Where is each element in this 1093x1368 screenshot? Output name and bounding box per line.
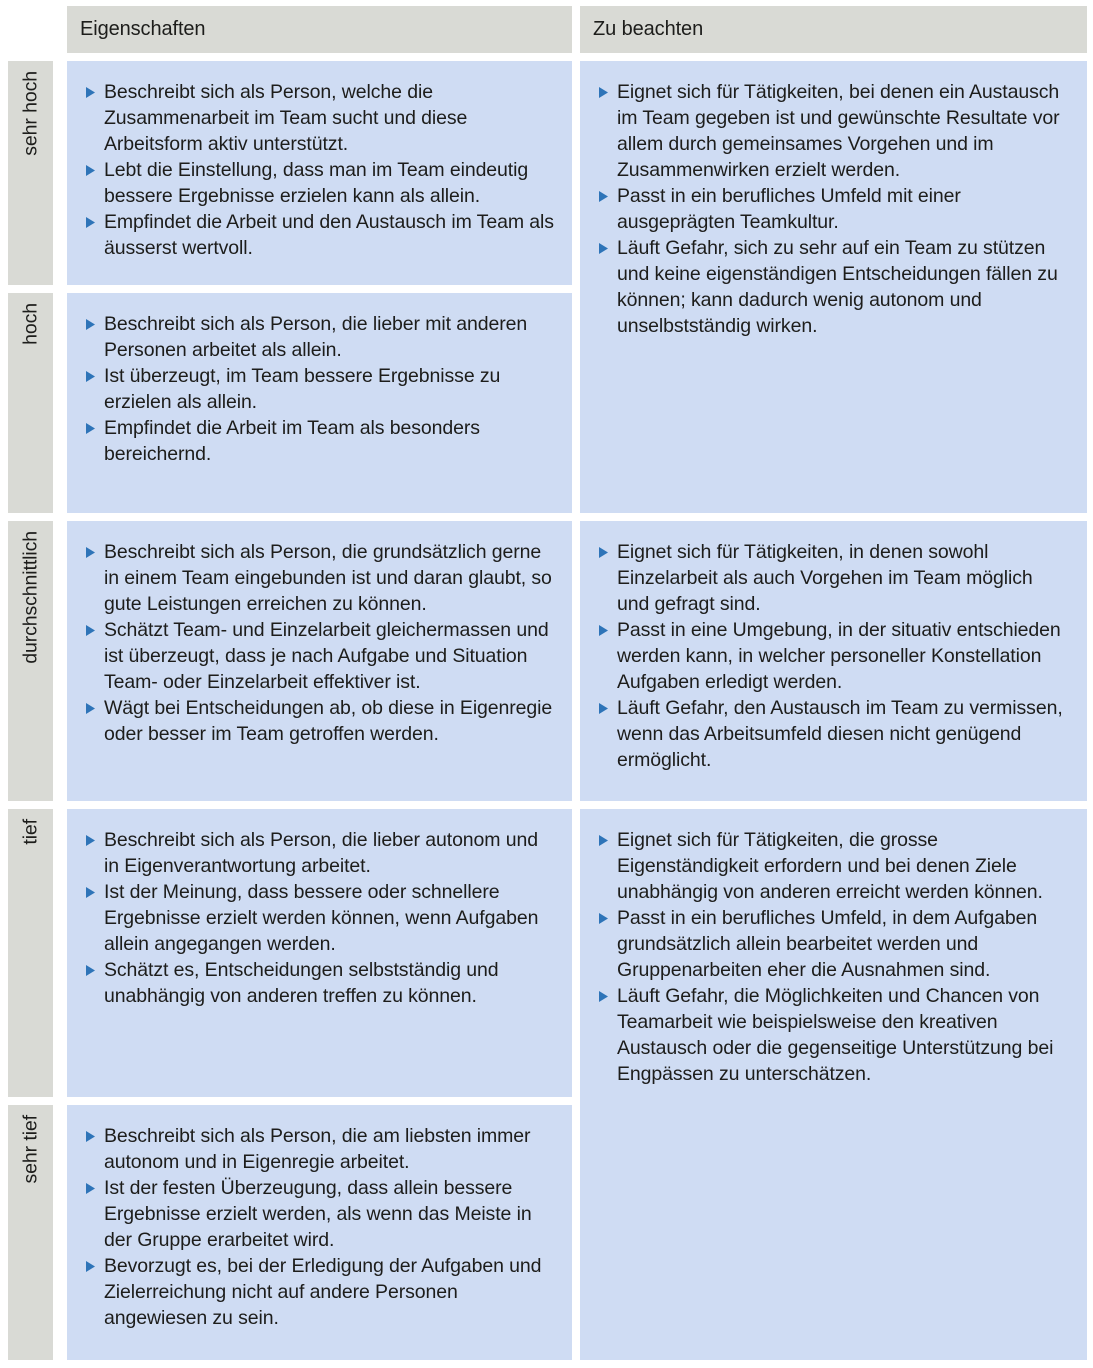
list-item [86,617,554,695]
bullet-triangle-icon [599,625,608,636]
list-item-text: Wägt bei Entscheidungen ab, ob diese in Eigenregie oder besser im Team getroffen werden. [104,697,553,745]
cell-eigenschaften-hoch [67,293,572,513]
row-label-durchschnittlich [8,521,53,801]
list-item [86,79,554,157]
row-label-hoch [8,293,53,513]
cell-eigenschaften-tief [67,809,572,1097]
bullet-triangle-icon [86,625,95,636]
list-item [599,905,1069,983]
list-item [86,957,554,1009]
list-item-text: Beschreibt sich als Person, die lieber mit anderen Personen arbeitet als allein. [104,313,528,361]
bullet-triangle-icon [86,835,95,846]
list-item [86,879,554,957]
bullet-triangle-icon [86,423,95,434]
bullet-triangle-icon [86,1183,95,1194]
list-item-text: Schätzt Team- und Einzelarbeit gleichermassen und ist überzeugt, dass je nach Aufgabe und Situation Team- oder Einzelarbeit effektiver ist. [104,619,549,693]
bullet-triangle-icon [86,371,95,382]
list-item [599,827,1069,905]
list-item [86,311,554,363]
cell-eigenschaften-durchschnittlich [67,521,572,801]
list-item-text: Passt in eine Umgebung, in der situativ entschieden werden kann, in welcher personeller Konstellation Aufgaben erledigt werden. [617,619,1061,693]
list-item-text: Läuft Gefahr, die Möglichkeiten und Chancen von Teamarbeit wie beispielsweise den kreativen Austausch oder die gegenseitige Unterstützung bei Engpässen zu unterschätzen. [617,985,1054,1085]
list-item-text: Beschreibt sich als Person, die grundsätzlich gerne in einem Team eingebunden ist und daran glaubt, so gute Leistungen erreichen zu können. [104,541,552,615]
list-item-text: Läuft Gefahr, den Austausch im Team zu vermissen, wenn das Arbeitsumfeld diesen nicht genügend ermöglicht. [617,697,1063,771]
list-item-text: Beschreibt sich als Person, die lieber autonom und in Eigenverantwortung arbeitet. [104,829,538,877]
list-item [599,617,1069,695]
list-item [86,157,554,209]
list-item-text: Läuft Gefahr, sich zu sehr auf ein Team zu stützen und keine eigenständigen Entscheidungen fällen zu können; kann dadurch wenig autonom und unselbstständig wirken. [617,237,1058,337]
bullet-triangle-icon [599,703,608,714]
bullet-triangle-icon [86,1131,95,1142]
list-item-text: Ist überzeugt, im Team bessere Ergebnisse zu erzielen als allein. [104,365,501,413]
row-label-text: tief [19,819,41,845]
list-item [86,539,554,617]
row-label-text: sehr hoch [19,71,41,156]
bullet-triangle-icon [599,243,608,254]
list-item-text: Lebt die Einstellung, dass man im Team eindeutig bessere Ergebnisse erzielen kann als allein. [104,159,529,207]
bullet-triangle-icon [599,87,608,98]
list-item [86,363,554,415]
bullet-triangle-icon [86,703,95,714]
row-label-tief [8,809,53,1097]
list-item [86,415,554,467]
list-item [86,695,554,747]
list-item-text: Ist der Meinung, dass bessere oder schnellere Ergebnisse erzielt werden können, wenn Aufgaben allein angegangen werden. [104,881,539,955]
bullet-triangle-icon [86,887,95,898]
list-item-text: Empfindet die Arbeit und den Austausch im Team als äusserst wertvoll. [104,211,554,259]
column-header-eigenschaften [67,6,572,53]
list-item [86,1253,554,1331]
list-item [599,235,1069,339]
list-item-text: Eignet sich für Tätigkeiten, bei denen ein Austausch im Team gegeben ist und gewünschte Resultate vor allem durch gemeinsames Vorgehen und im Zusammenwirken erzielt werden. [617,81,1060,181]
cell-zu-beachten-durchschnittlich [580,521,1087,801]
bullet-triangle-icon [86,319,95,330]
list-item-text: Schätzt es, Entscheidungen selbstständig und unabhängig von anderen treffen zu können. [104,959,499,1007]
list-item-text: Passt in ein berufliches Umfeld mit einer ausgeprägten Teamkultur. [617,185,961,233]
column-header-zu-beachten [580,6,1087,53]
cell-zu-beachten-sehr-hoch-hoch [580,61,1087,513]
row-label-sehr-tief [8,1105,53,1360]
row-label-text: sehr tief [19,1115,41,1184]
bullet-triangle-icon [599,191,608,202]
bullet-triangle-icon [599,835,608,846]
bullet-triangle-icon [599,913,608,924]
list-item-text: Eignet sich für Tätigkeiten, in denen sowohl Einzelarbeit als auch Vorgehen im Team möglich und gefragt sind. [617,541,1033,615]
bullet-triangle-icon [86,87,95,98]
list-item [86,209,554,261]
column-header-label: Zu beachten [593,18,704,40]
list-item-text: Ist der festen Überzeugung, dass allein bessere Ergebnisse erzielt werden, als wenn das Meiste in der Gruppe erarbeitet wird. [104,1177,532,1251]
column-header-label: Eigenschaften [80,18,206,40]
list-item-text: Eignet sich für Tätigkeiten, die grosse Eigenständigkeit erfordern und bei denen Ziele unabhängig von anderen erreicht werden können. [617,829,1043,903]
list-item [599,79,1069,183]
bullet-triangle-icon [86,547,95,558]
list-item-text: Passt in ein berufliches Umfeld, in dem Aufgaben grundsätzlich allein bearbeitet werden und Gruppenarbeiten eher die Ausnahmen sind. [617,907,1038,981]
row-label-text: durchschnittlich [19,531,41,664]
bullet-triangle-icon [599,547,608,558]
list-item [599,539,1069,617]
list-item [599,183,1069,235]
cell-zu-beachten-tief-sehr-tief [580,809,1087,1360]
list-item-text: Beschreibt sich als Person, welche die Zusammenarbeit im Team sucht und diese Arbeitsform aktiv unterstützt. [104,81,468,155]
bullet-triangle-icon [599,991,608,1002]
list-item [86,1175,554,1253]
list-item-text: Bevorzugt es, bei der Erledigung der Aufgaben und Zielerreichung nicht auf andere Personen angewiesen zu sein. [104,1255,542,1329]
bullet-triangle-icon [86,1261,95,1272]
list-item [86,1123,554,1175]
row-label-sehr-hoch [8,61,53,285]
list-item [599,695,1069,773]
row-label-text: hoch [19,303,41,345]
list-item-text: Beschreibt sich als Person, die am liebsten immer autonom und in Eigenregie arbeitet. [104,1125,531,1173]
rating-table [8,6,1087,1360]
bullet-triangle-icon [86,217,95,228]
bullet-triangle-icon [86,965,95,976]
cell-eigenschaften-sehr-hoch [67,61,572,285]
list-item [86,827,554,879]
list-item-text: Empfindet die Arbeit im Team als besonders bereichernd. [104,417,480,465]
bullet-triangle-icon [86,165,95,176]
cell-eigenschaften-sehr-tief [67,1105,572,1360]
list-item [599,983,1069,1087]
